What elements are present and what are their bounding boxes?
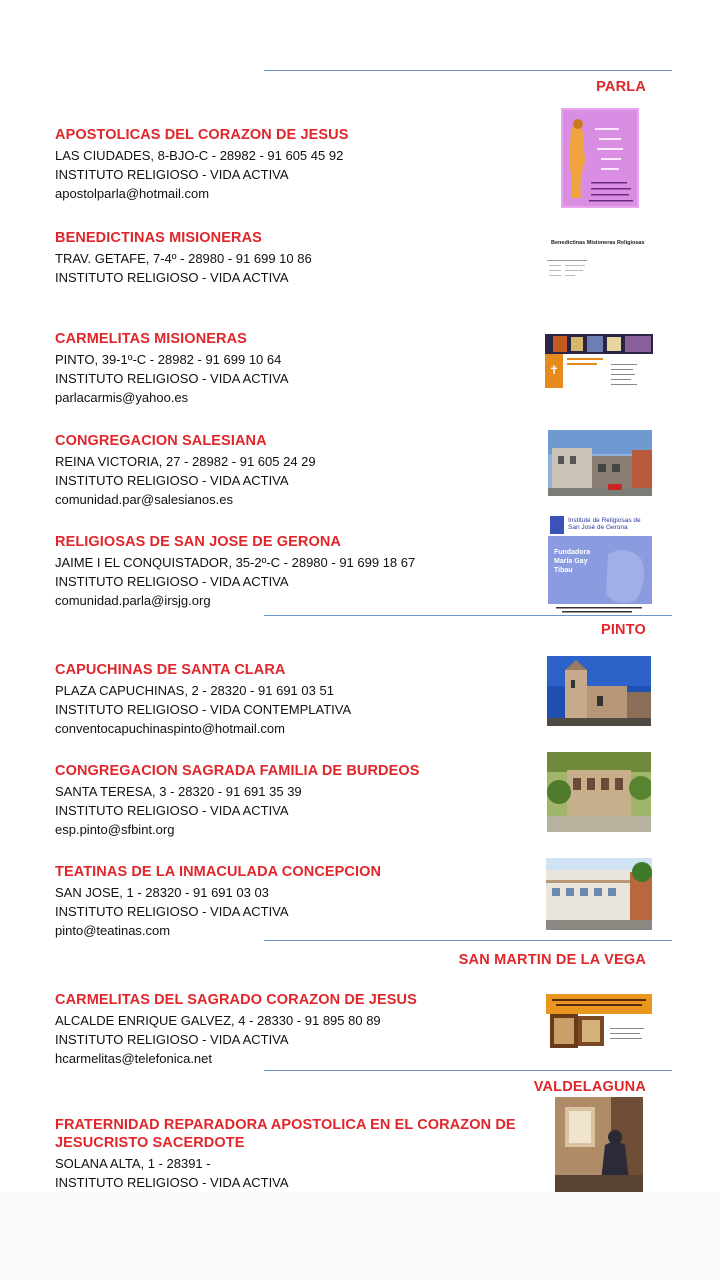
capuchinas-convent-photo: [547, 656, 651, 726]
section-divider: [264, 70, 672, 71]
entry-name: CARMELITAS MISIONERAS: [55, 331, 247, 347]
entry-name: RELIGIOSAS DE SAN JOSE DE GERONA: [55, 534, 341, 550]
city-heading-valdelaguna: VALDELAGUNA: [533, 1079, 646, 1095]
entry-address: SANTA TERESA, 3 - 28320 - 91 691 35 39: [55, 784, 302, 799]
entry-address: TRAV. GETAFE, 7-4º - 28980 - 91 699 10 86: [55, 251, 312, 266]
fraternidad-interior-photo: [555, 1097, 643, 1192]
entry-capuchinas: [55, 661, 535, 738]
entry-salesiana: [55, 432, 535, 509]
entry-type: INSTITUTO RELIGIOSO - VIDA ACTIVA: [55, 1175, 289, 1190]
gerona-card-founder: Fundadora María Gay Tibau: [554, 549, 591, 574]
entry-name: CAPUCHINAS DE SANTA CLARA: [55, 662, 286, 678]
entry-carmelitas-sagrado-corazon: [55, 991, 535, 1068]
city-heading-pinto: PINTO: [600, 622, 646, 638]
entry-email: parlacarmis@yahoo.es: [55, 390, 189, 405]
entry-type: INSTITUTO RELIGIOSO - VIDA ACTIVA: [55, 167, 289, 182]
entry-carmelitas-misioneras: [55, 330, 535, 407]
entry-type: INSTITUTO RELIGIOSO - VIDA ACTIVA: [55, 371, 289, 386]
entry-sagrada-familia: [55, 762, 535, 839]
entry-address: SOLANA ALTA, 1 - 28391 -: [55, 1156, 211, 1171]
entry-name: BENEDICTINAS MISIONERAS: [55, 230, 262, 246]
entry-teatinas: [55, 863, 535, 940]
entry-email: conventocapuchinaspinto@hotmail.com: [55, 721, 285, 736]
entry-address: JAIME I EL CONQUISTADOR, 35-2º-C - 28980 - 91 699 18 67: [55, 555, 416, 570]
carmelitas-sagrado-corazon-card-image: [546, 994, 652, 1050]
carmelitas-misioneras-card-image: [545, 334, 653, 388]
entry-type: INSTITUTO RELIGIOSO - VIDA ACTIVA: [55, 473, 289, 488]
entry-type: INSTITUTO RELIGIOSO - VIDA CONTEMPLATIVA: [55, 702, 352, 717]
section-divider: [264, 615, 672, 616]
entry-type: INSTITUTO RELIGIOSO - VIDA ACTIVA: [55, 574, 289, 589]
page-bottom-margin: [0, 1192, 720, 1280]
section-divider: [264, 1070, 672, 1071]
entry-type: INSTITUTO RELIGIOSO - VIDA ACTIVA: [55, 1032, 289, 1047]
entry-email: pinto@teatinas.com: [55, 923, 171, 938]
entry-type: INSTITUTO RELIGIOSO - VIDA ACTIVA: [55, 270, 289, 285]
entry-email: hcarmelitas@telefonica.net: [55, 1051, 212, 1066]
apostolicas-card-image: [561, 108, 639, 208]
benedictinas-card-image: [545, 234, 655, 286]
section-divider: [264, 940, 672, 941]
salesiana-building-photo: [548, 430, 652, 496]
entry-email: comunidad.par@salesianos.es: [55, 492, 233, 507]
gerona-card-header: Institute de Religiosas de San José de Gerona: [568, 517, 641, 531]
entry-apostolicas: [55, 126, 535, 203]
entry-fraternidad-reparadora: [55, 1116, 545, 1192]
entry-name: TEATINAS DE LA INMACULADA CONCEPCION: [55, 864, 382, 880]
san-jose-gerona-card-image: [548, 514, 652, 616]
entry-type: INSTITUTO RELIGIOSO - VIDA ACTIVA: [55, 904, 289, 919]
entry-address: SAN JOSE, 1 - 28320 - 91 691 03 03: [55, 885, 269, 900]
entry-san-jose-gerona: [55, 533, 535, 610]
city-heading-san-martin: SAN MARTIN DE LA VEGA: [458, 952, 646, 968]
svg-text:✝: ✝: [549, 363, 560, 377]
entry-name: CONGREGACION SALESIANA: [55, 433, 267, 449]
entry-address: REINA VICTORIA, 27 - 28982 - 91 605 24 29: [55, 454, 316, 469]
city-heading-parla: PARLA: [596, 79, 646, 95]
entry-name: CARMELITAS DEL SAGRADO CORAZON DE JESUS: [55, 992, 417, 1008]
entry-benedictinas: [55, 229, 535, 287]
entry-address: PLAZA CAPUCHINAS, 2 - 28320 - 91 691 03 51: [55, 683, 334, 698]
benedictinas-caption: Benedictinas Misioneras Religiosas: [551, 240, 645, 246]
entry-name: CONGREGACION SAGRADA FAMILIA DE BURDEOS: [55, 763, 420, 779]
entry-email: apostolparla@hotmail.com: [55, 186, 210, 201]
entry-type: INSTITUTO RELIGIOSO - VIDA ACTIVA: [55, 803, 289, 818]
entry-address: PINTO, 39-1º-C - 28982 - 91 699 10 64: [55, 352, 282, 367]
sagrada-familia-building-photo: [547, 752, 651, 832]
entry-name: FRATERNIDAD REPARADORA APOSTOLICA EN EL CORAZON DE JESUCRISTO SACERDOTE: [55, 1117, 516, 1151]
entry-email: esp.pinto@sfbint.org: [55, 822, 175, 837]
teatinas-building-photo: [546, 858, 652, 930]
entry-email: comunidad.parla@irsjg.org: [55, 593, 211, 608]
entry-address: LAS CIUDADES, 8-BJO-C - 28982 - 91 605 45 92: [55, 148, 344, 163]
entry-address: ALCALDE ENRIQUE GALVEZ, 4 - 28330 - 91 895 80 89: [55, 1013, 381, 1028]
entry-name: APOSTOLICAS DEL CORAZON DE JESUS: [55, 127, 349, 143]
